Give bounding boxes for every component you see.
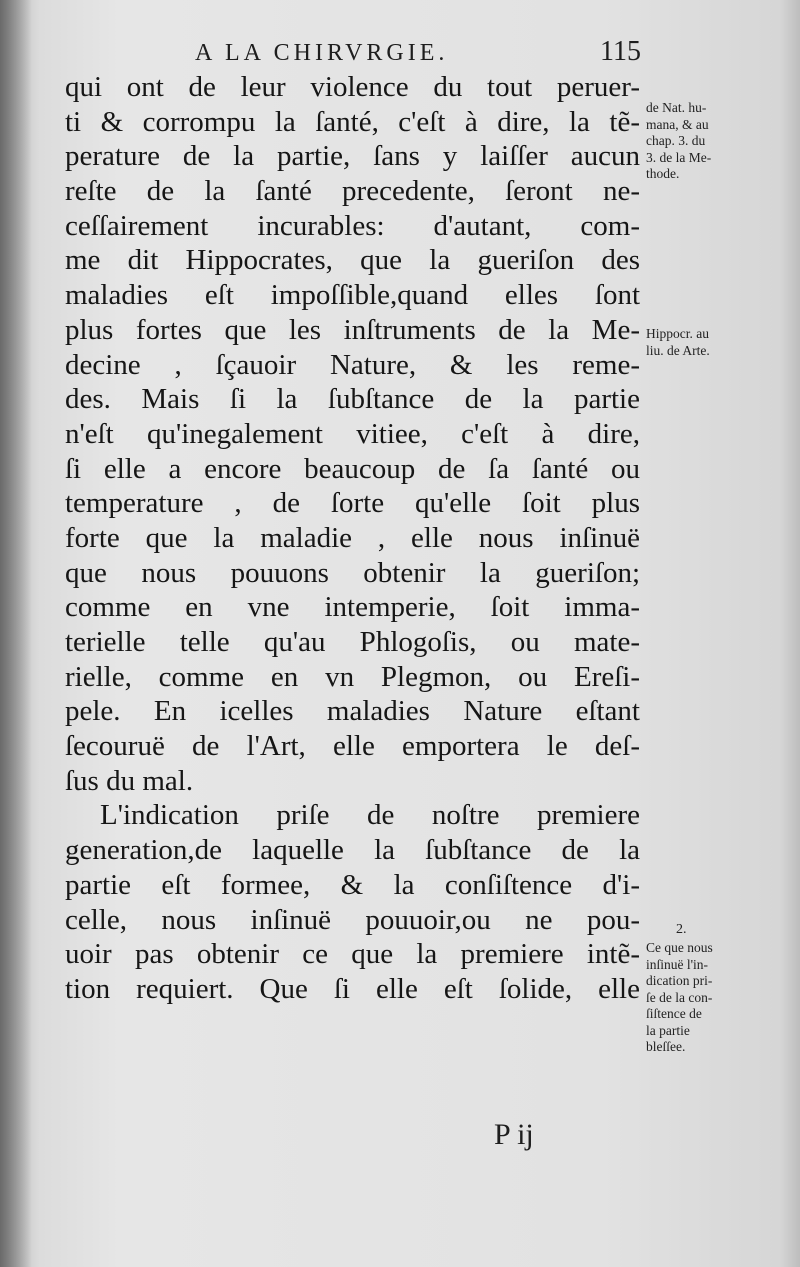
signature-mark: P ij	[494, 1118, 534, 1151]
margin-note-line: Ce que nous	[646, 940, 713, 955]
margin-note-line: thode.	[646, 166, 680, 181]
text-line: ſecouruë de l'Art, elle emportera le deſ-	[65, 730, 640, 763]
text-line: que nous pouuons obtenir la gueriſon;	[65, 556, 640, 589]
text-line: pele. En icelles maladies Nature eſtant	[65, 695, 640, 728]
text-line: decine , ſçauoir Nature, & les reme-	[65, 348, 640, 381]
text-line: comme en vne intemperie, ſoit imma-	[65, 591, 640, 624]
page-number: 115	[600, 36, 641, 67]
margin-note-line: mana, & au	[646, 116, 709, 132]
binding-shadow	[0, 0, 32, 1267]
margin-note-line: dication pri-	[646, 973, 713, 988]
text-line: ſi elle a encore beaucoup de ſa ſanté ou	[65, 452, 640, 485]
margin-note-line: 3. de la Me-	[646, 149, 712, 165]
text-line: terielle telle qu'au Phlogoſis, ou mate-	[65, 626, 640, 658]
paragraph-end-line: ſus du mal.	[65, 764, 194, 797]
margin-note-line: ſe de la con-	[646, 989, 713, 1005]
text-line: qui ont de leur violence du tout peruer-	[65, 71, 640, 103]
text-line: me dit Hippocrates, que la gueriſon des	[65, 244, 640, 277]
text-line: des. Mais ſi la ſubſtance de la partie	[65, 383, 640, 416]
margin-note-line: la partie	[646, 1022, 690, 1038]
text-line: rielle, comme en vn Plegmon, ou Ereſi-	[65, 660, 640, 693]
margin-note-line: de Nat. hu-	[646, 100, 707, 115]
margin-note-line: inſinuë l'in-	[646, 956, 709, 972]
running-head: A LA CHIRVRGIE.	[195, 40, 449, 66]
body-text	[65, 70, 640, 1007]
margin-note-line: Hippocr. au	[646, 326, 709, 341]
text-line: partie eſt formee, & la conſiſtence d'i-	[65, 868, 640, 901]
margin-note-marker: 2.	[676, 922, 687, 937]
text-line: temperature , de ſorte qu'elle ſoit plus	[65, 487, 640, 520]
text-line: forte que la maladie , elle nous inſinuë	[65, 521, 640, 554]
margin-note-indication	[646, 940, 796, 1056]
text-line: uoir pas obtenir ce que la premiere intẽ-	[65, 938, 640, 971]
text-line: generation,de laquelle la ſubſtance de la	[65, 834, 640, 867]
text-line: celle, nous inſinuë pouuoir,ou ne pou-	[65, 903, 640, 936]
text-line: plus fortes que les inſtruments de la Me-	[65, 313, 640, 346]
text-line: n'eſt qu'inegalement vitiee, c'eſt à dire,	[65, 417, 640, 450]
margin-note-line: bleſſee.	[646, 1039, 686, 1054]
margin-note-line: ſiſtence de	[646, 1006, 702, 1021]
text-line: reſte de la ſanté precedente, ſeront ne-	[65, 175, 640, 208]
text-line: ti & corrompu la ſanté, c'eſt à dire, la tẽ-	[65, 105, 640, 138]
paragraph-start-line: L'indication priſe de noſtre premiere	[100, 799, 640, 832]
margin-note-hippocrates	[646, 326, 796, 359]
text-line: ceſſairement incurables: d'autant, com-	[65, 209, 640, 242]
text-line: perature de la partie, ſans y laiſſer aucun	[65, 140, 640, 173]
margin-note-line: liu. de Arte.	[646, 342, 710, 358]
text-line: maladies eſt impoſſible,quand elles ſont	[65, 279, 640, 312]
margin-note-reference	[646, 100, 796, 183]
text-line: tion requiert. Que ſi elle eſt ſolide, elle	[65, 972, 640, 1005]
margin-note-line: chap. 3. du	[646, 133, 706, 148]
